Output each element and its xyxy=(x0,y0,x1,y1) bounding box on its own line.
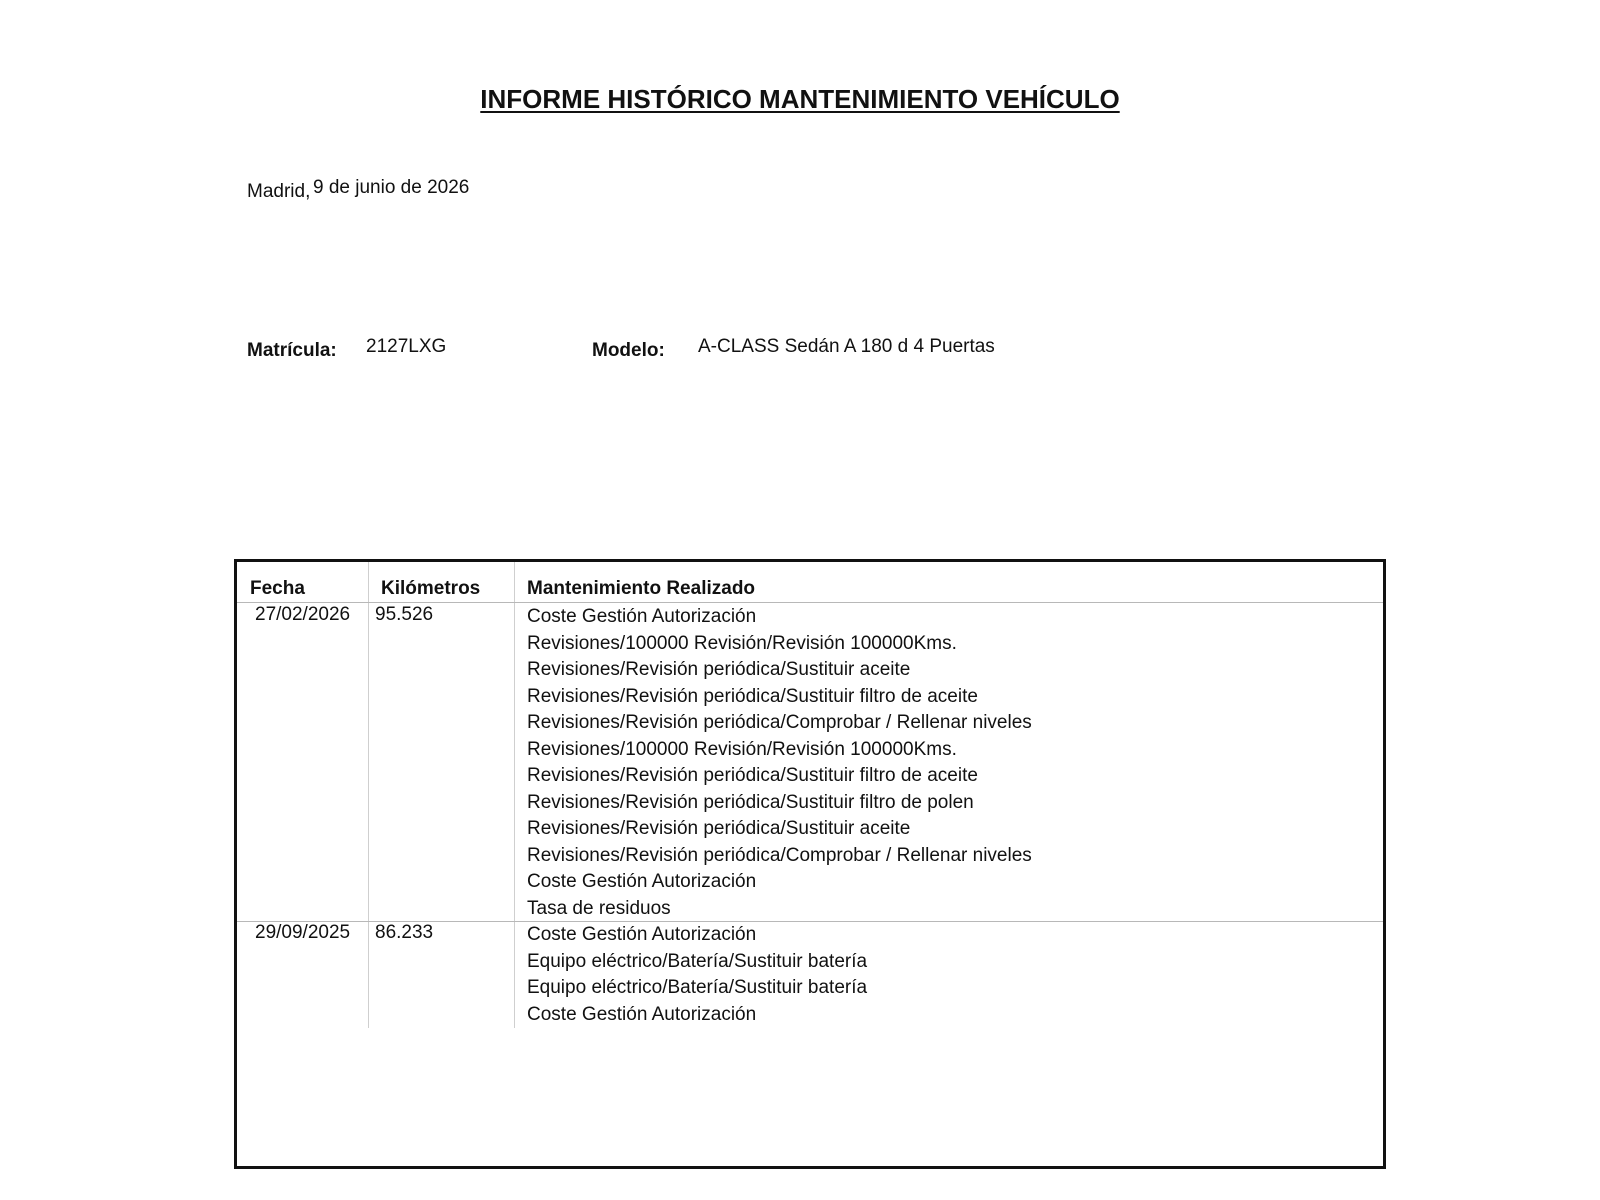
task-item: Revisiones/Revisión periódica/Comprobar / Rellenar niveles xyxy=(527,844,1032,866)
task-item: Equipo eléctrico/Batería/Sustituir batería xyxy=(527,950,868,972)
plate-label: Matrícula: xyxy=(247,340,337,361)
task-item: Revisiones/Revisión periódica/Sustituir aceite xyxy=(527,818,911,839)
task-item: Revisiones/100000 Revisión/Revisión 100000Kms. xyxy=(527,738,957,760)
report-title: INFORME HISTÓRICO MANTENIMIENTO VEHÍCULO xyxy=(480,84,1120,114)
column-divider xyxy=(514,562,515,1028)
row-km: 86.233 xyxy=(375,922,434,943)
header-divider xyxy=(237,602,1383,603)
row-date: 29/09/2025 xyxy=(255,922,351,943)
task-item: Coste Gestión Autorización xyxy=(527,606,757,627)
report-date: 9 de junio de 2026 xyxy=(313,177,470,198)
model-label: Modelo: xyxy=(592,340,665,361)
task-item: Coste Gestión Autorización xyxy=(527,1003,757,1025)
report-place: Madrid, xyxy=(247,181,311,202)
task-item: Revisiones/Revisión periódica/Sustituir aceite xyxy=(527,659,911,680)
column-divider xyxy=(368,562,369,1028)
header-km: Kilómetros xyxy=(381,578,481,599)
task-item: Revisiones/Revisión periódica/Comprobar / Rellenar niveles xyxy=(527,712,1032,733)
row-task-list xyxy=(527,922,867,1028)
row-task-list xyxy=(527,604,1032,922)
header-date: Fecha xyxy=(250,578,305,599)
maintenance-table xyxy=(234,559,1386,1169)
task-item: Revisiones/Revisión periódica/Sustituir filtro de aceite xyxy=(527,685,978,707)
task-item: Tasa de residuos xyxy=(527,897,671,919)
task-item: Coste Gestión Autorización xyxy=(527,871,757,892)
task-item: Revisiones/100000 Revisión/Revisión 100000Kms. xyxy=(527,632,957,654)
model-value: A-CLASS Sedán A 180 d 4 Puertas xyxy=(698,336,995,357)
plate-value: 2127LXG xyxy=(366,336,447,357)
row-date: 27/02/2026 xyxy=(255,604,351,625)
task-item: Revisiones/Revisión periódica/Sustituir filtro de polen xyxy=(527,791,974,813)
header-work: Mantenimiento Realizado xyxy=(527,578,756,599)
task-item: Coste Gestión Autorización xyxy=(527,924,757,945)
task-item: Revisiones/Revisión periódica/Sustituir filtro de aceite xyxy=(527,765,978,786)
task-item: Equipo eléctrico/Batería/Sustituir batería xyxy=(527,977,868,998)
row-km: 95.526 xyxy=(375,604,434,625)
